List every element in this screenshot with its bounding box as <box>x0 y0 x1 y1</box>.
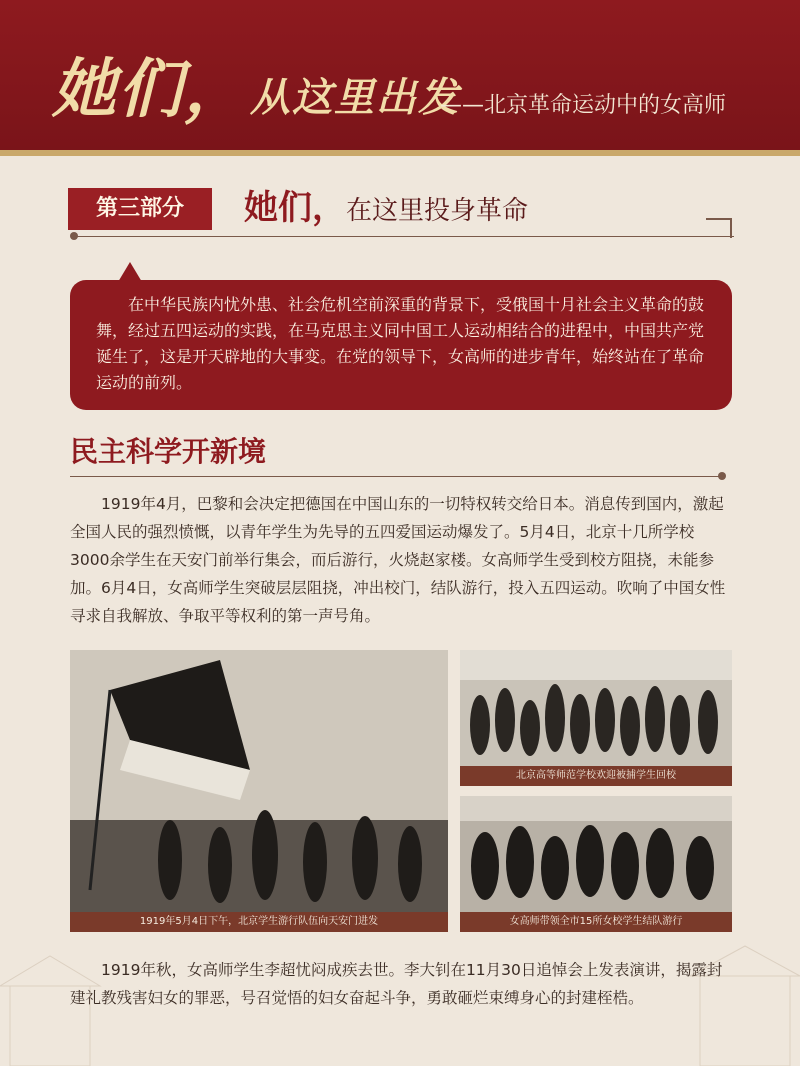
section-title: 民主科学开新境 <box>70 435 267 468</box>
paragraph-1: 1919年4月，巴黎和会决定把德国在中国山东的一切特权转交给日本。消息传到国内，激起全国人民的强烈愤慨，以青年学生为先导的五四爱国运动爆发了。5月4日，北京十几所学校3000余学生在天安门前举行集会，而后游行，火烧赵家楼。女高师学生受到校方阻挠，未能参加。6月4日，女高师学生突破层层阻挠，冲出校门，结队游行，投入五四运动。吹响了中国女性寻求自我解放、争取平等权利的第一声号角。 <box>70 495 726 625</box>
corner-ornament <box>706 218 732 238</box>
title-part2: 从这里出发 <box>250 74 460 121</box>
crowd-illustration <box>460 650 732 766</box>
photo-welcome-students <box>460 650 732 786</box>
divider-line <box>74 236 734 237</box>
photo-may4-march <box>70 650 448 932</box>
march-illustration <box>460 796 732 912</box>
part-title-rest: 在这里投身革命 <box>346 196 529 226</box>
intro-notch <box>118 262 142 282</box>
photo-womens-march <box>460 796 732 932</box>
divider-dot <box>70 232 78 240</box>
paragraph-2: 1919年秋，女高师学生李超忧闷成疾去世。李大钊在11月30日追悼会上发表演讲，揭露封建礼教残害妇女的罪恶，号召觉悟的妇女奋起斗争，勇敢砸烂束缚身心的封建桎梏。 <box>70 961 723 1007</box>
background-buildings <box>0 926 800 1066</box>
photo-caption: 1919年5月4日下午，北京学生游行队伍向天安门进发 <box>70 912 448 932</box>
photo-caption: 女高师带领全市15所女校学生结队游行 <box>460 912 732 932</box>
section-divider-dot <box>718 472 726 480</box>
part-title-main: 她们， <box>244 188 346 228</box>
part-label: 第三部分 <box>68 188 212 230</box>
photo-caption: 北京高等师范学校欢迎被捕学生回校 <box>460 766 732 786</box>
part-title <box>244 180 528 229</box>
header-subtitle: ——北京革命运动中的女高师 <box>440 93 727 118</box>
header-divider <box>0 150 800 156</box>
page-header <box>0 0 800 150</box>
intro-text: 在中华民族内忧外患、社会危机空前深重的背景下，受俄国十月社会主义革命的鼓舞，经过五四运动的实践，在马克思主义同中国工人运动相结合的进程中，中国共产党诞生了，这是开天辟地的大事变。在党的领导下，女高师的进步青年，始终站在了革命运动的前列。 <box>96 295 705 392</box>
title-part1: 她们， <box>52 52 250 127</box>
flag-march-illustration <box>70 650 448 912</box>
section-divider <box>70 476 720 477</box>
calligraphy-title <box>52 38 460 130</box>
